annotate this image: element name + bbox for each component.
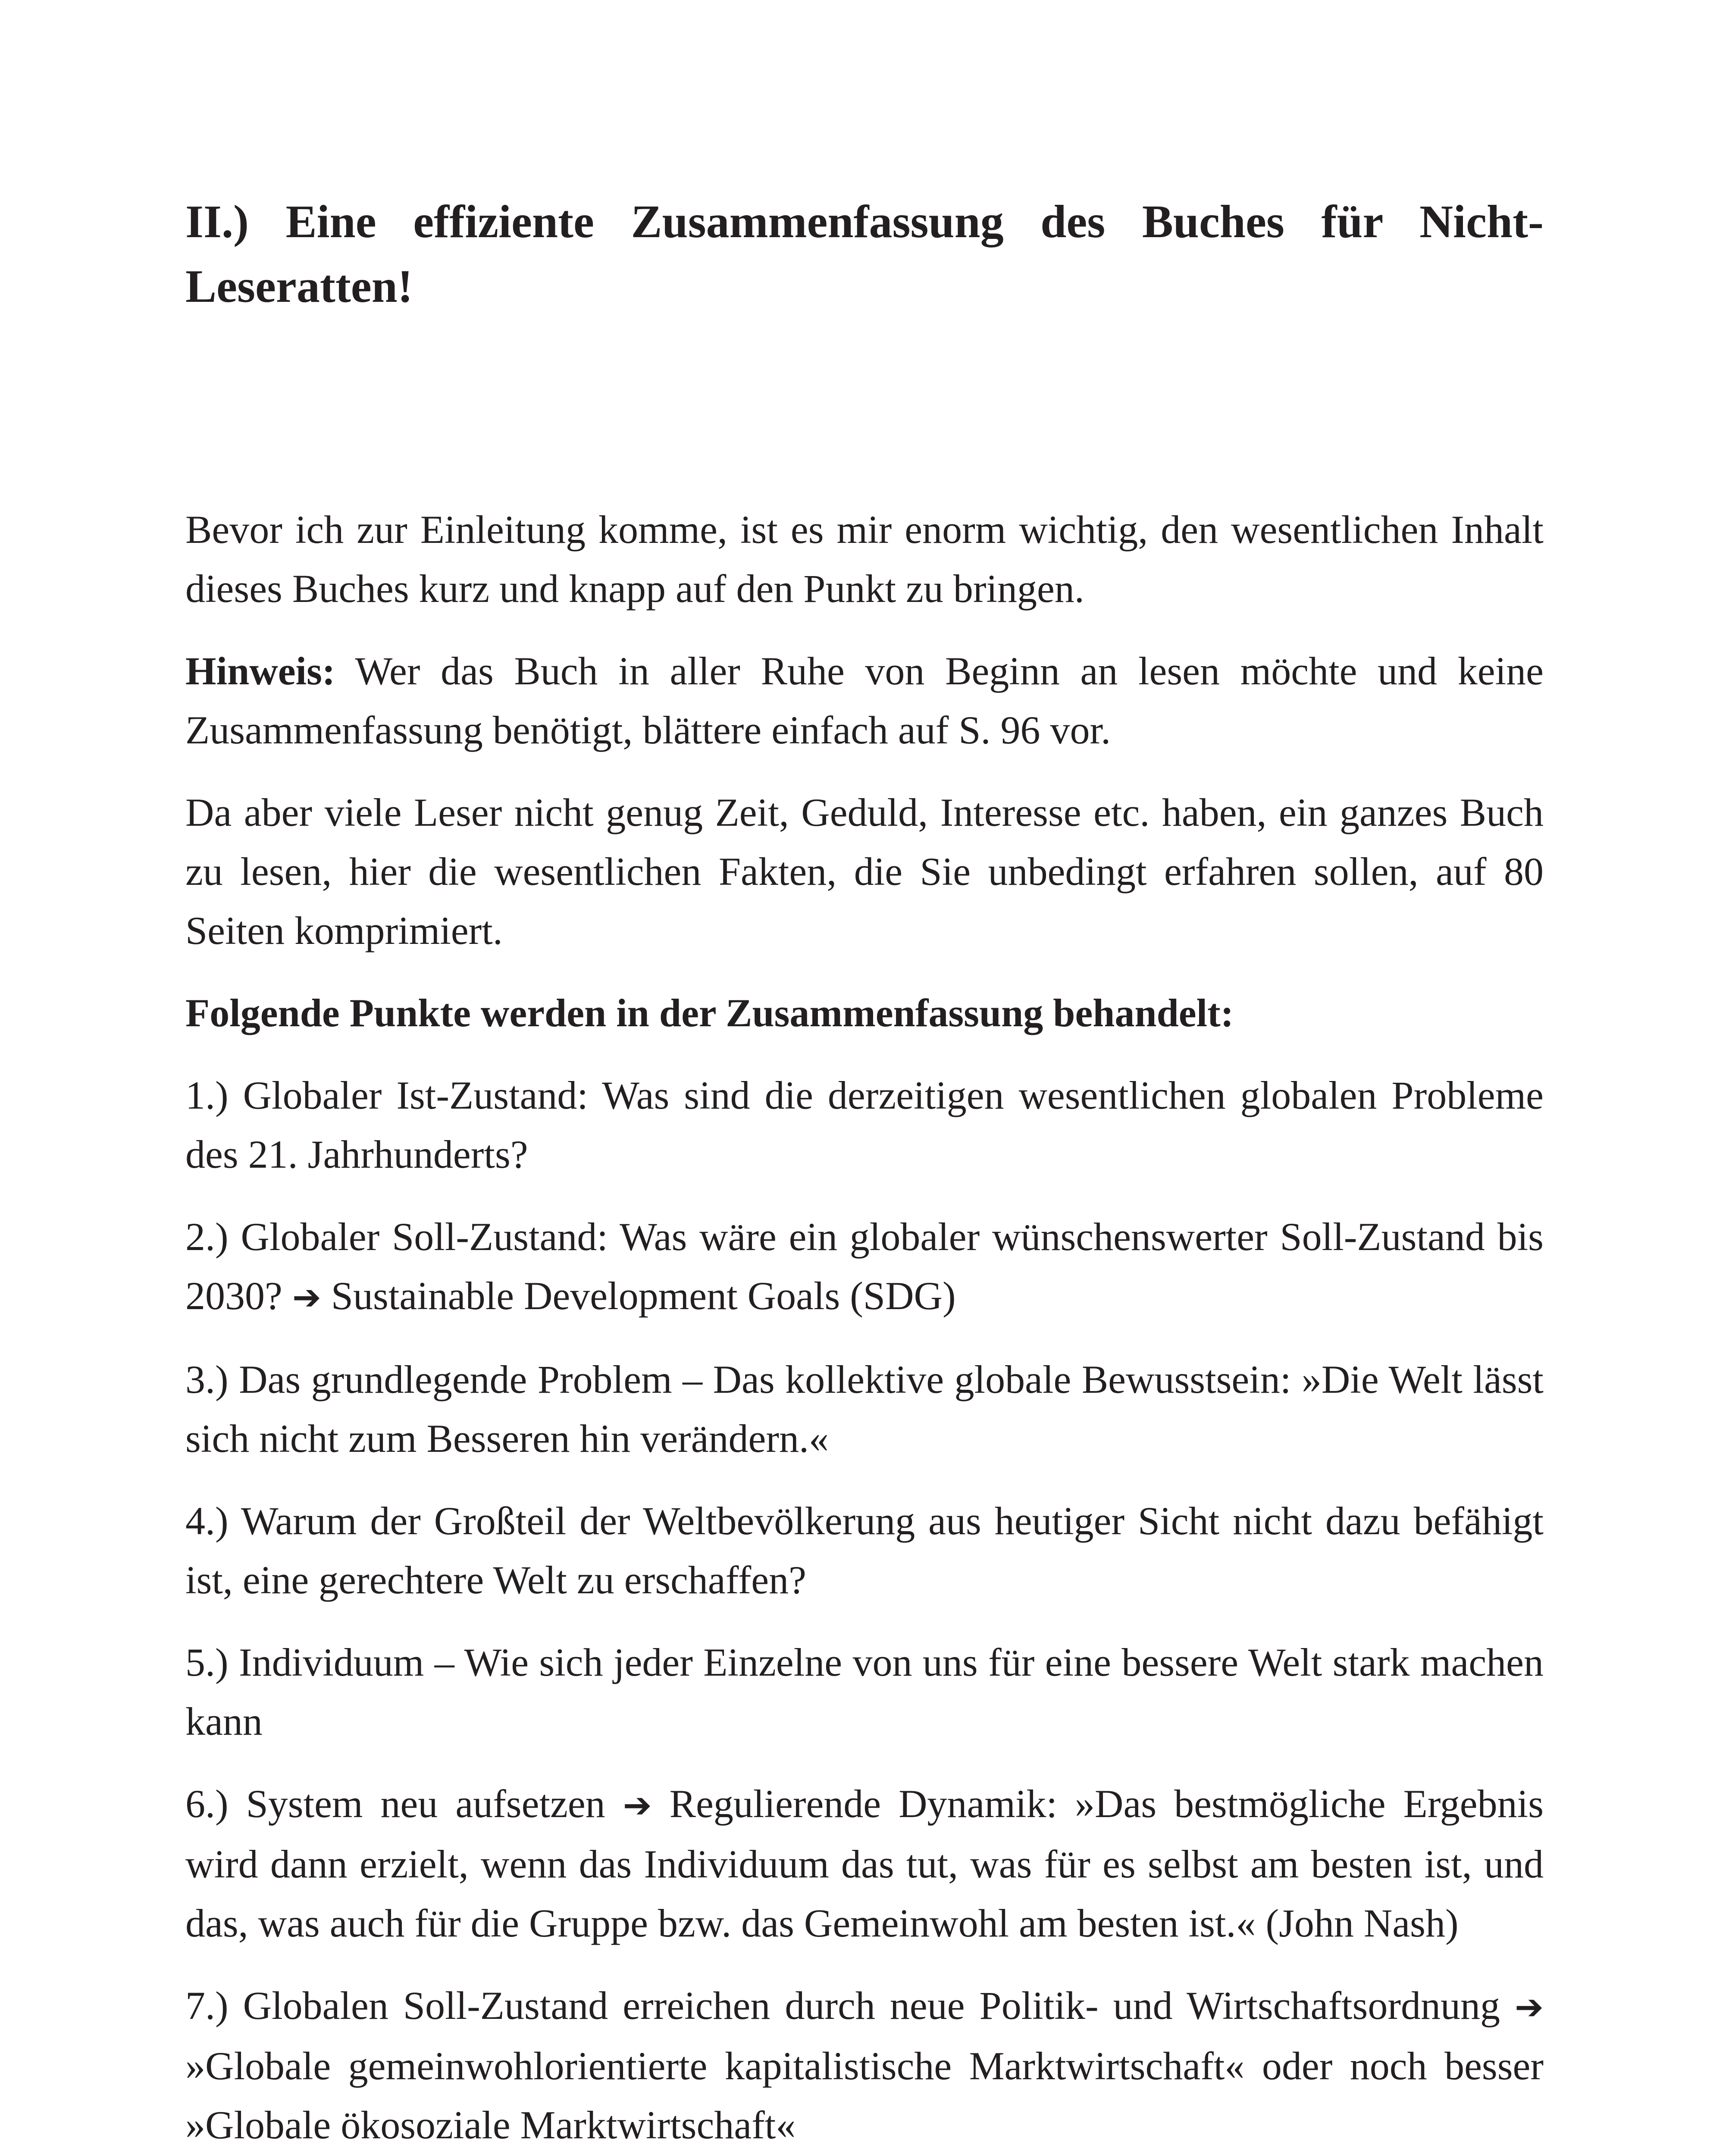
point-7-economy: »Globale gemeinwohlorientierte kapitalistische Marktwirtschaft« oder noch besser »Globale ökosoziale Marktwirtschaft« [185, 2044, 1544, 2147]
point-4: 4.) Warum der Großteil der Weltbevölkerung aus heutiger Sicht nicht dazu befähigt ist, eine gerechtere Welt zu erschaffen? [185, 1499, 1544, 1602]
point-1: 1.) Globaler Ist-Zustand: Was sind die derzeitigen wesentlichen globalen Probleme des 21. Jahrhunderts? [185, 1073, 1544, 1176]
reason-paragraph: Da aber viele Leser nicht genug Zeit, Geduld, Interesse etc. haben, ein ganzes Buch zu lesen, hier die wesentlichen Fakten, die Sie unbedingt erfahren sollen, auf 80 Seiten komprimiert. [185, 790, 1544, 953]
point-6 [185, 1774, 1544, 1953]
point-5: 5.) Individuum – Wie sich jeder Einzelne von uns für eine bessere Welt stark machen kann [185, 1640, 1544, 1743]
point-3: 3.) Das grundlegende Problem – Das kollektive globale Bewusstsein: »Die Welt lässt sich nicht zum Besseren hin verändern.« [185, 1357, 1544, 1460]
points-heading: Folgende Punkte werden in der Zusammenfassung behandelt: [185, 991, 1234, 1035]
chapter-title: II.) Eine effiziente Zusammenfassung des Buches für Nicht-Leseratten! [185, 196, 1544, 312]
point-6-text: 6.) System neu aufsetzen [185, 1782, 623, 1826]
hint-label: Hinweis: [185, 649, 335, 693]
point-2 [185, 1207, 1544, 1327]
hint-paragraph [185, 642, 1544, 760]
point-2-goals: Sustainable Development Goals (SDG) [321, 1274, 956, 1318]
page-content [185, 190, 1544, 2156]
arrow-icon: ➔ [292, 1277, 321, 1317]
point-7-text: 7.) Globalen Soll-Zustand erreichen durch neue Politik- und Wirtschaftsordnung [185, 1984, 1515, 2028]
hint-text: Wer das Buch in aller Ruhe von Beginn an lesen möchte und keine Zusammenfassung benötigt, blättere einfach auf S. 96 vor. [185, 649, 1544, 752]
point-7 [185, 1976, 1544, 2155]
point-6-quote: Regulierende Dynamik: »Das bestmögliche Ergebnis wird dann erzielt, wenn das Individuum das tut, was für es selbst am besten ist, und das, was auch für die Gruppe bzw. das Gemeinwohl am besten ist.« (John Nash) [185, 1782, 1544, 1945]
arrow-icon: ➔ [623, 1785, 652, 1825]
intro-paragraph: Bevor ich zur Einleitung komme, ist es mir enorm wichtig, den wesentlichen Inhalt dieses Buches kurz und knapp auf den Punkt zu bringen. [185, 508, 1544, 611]
point-2-text: 2.) Globaler Soll-Zustand: Was wäre ein globaler wünschenswerter Soll-Zustand bis 2030? [185, 1215, 1544, 1318]
summary-body [185, 500, 1544, 2155]
arrow-icon: ➔ [1514, 1987, 1544, 2027]
